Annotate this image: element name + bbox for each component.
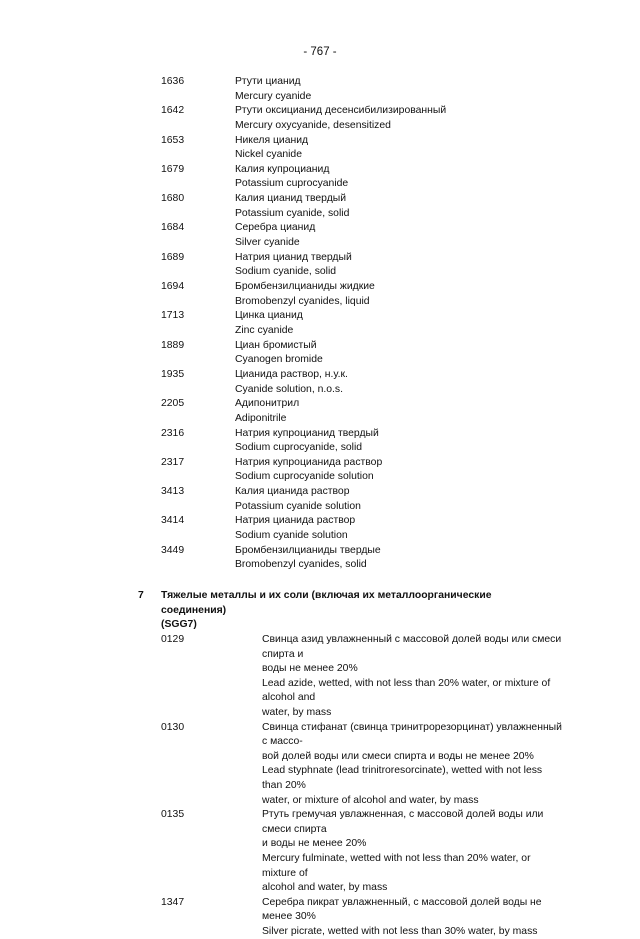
entry-text-line: Mercury fulminate, wetted with not less than 20% water, or mixture of: [262, 852, 531, 879]
list-item: [0, 192, 640, 221]
entry-text-line: alcohol and water, by mass: [262, 882, 388, 894]
un-code: 1680: [161, 193, 185, 205]
un-code: 2317: [161, 456, 185, 468]
entry-text-line: water, by mass: [262, 706, 332, 718]
entry-text-line: Ртуть гремучая увлажненная, с массовой долей воды или смеси спирта: [262, 809, 544, 835]
name-ru: Серебра цианид: [235, 222, 316, 234]
un-code: 1713: [161, 310, 185, 322]
list-item: [0, 544, 640, 573]
name-ru: Ртути оксицианид десенсибилизированный: [235, 105, 447, 117]
list-item: [0, 75, 640, 104]
name-ru: Адипонитрил: [235, 398, 300, 410]
un-code: 1889: [161, 339, 185, 351]
name-en: Bromobenzyl cyanides, liquid: [235, 295, 370, 307]
name-en: Nickel cyanide: [235, 149, 302, 161]
name-ru: Никеля цианид: [235, 134, 309, 146]
list-item: [0, 309, 640, 338]
name-en: Sodium cyanide, solid: [235, 266, 337, 278]
entry-text-line: Lead styphnate (lead trinitroresorcinate), wetted with not less than 20%: [262, 765, 543, 791]
name-en: Bromobenzyl cyanides, solid: [235, 559, 367, 571]
name-ru: Бромбензилцианиды жидкие: [235, 281, 375, 293]
un-code: 0129: [161, 634, 185, 645]
un-code: 3414: [161, 515, 185, 527]
name-ru: Калия купроцианид: [235, 163, 330, 175]
name-ru: Цианида раствор, н.у.к.: [235, 368, 348, 380]
name-en: Potassium cyanide solution: [235, 500, 361, 512]
entry-text-line: Свинца азид увлажненный с массовой долей воды или смеси спирта и: [262, 634, 562, 660]
cyanide-entries-list: [0, 75, 640, 573]
entry-text-line: и воды не менее 20%: [262, 838, 367, 850]
un-code: 1679: [161, 163, 185, 175]
entry-text-line: Silver picrate, wetted with not less than 30% water, by mass: [262, 925, 538, 937]
heavy-metal-entries-list: [0, 633, 640, 939]
name-en: Zinc cyanide: [235, 324, 294, 336]
un-code: 1653: [161, 134, 185, 146]
list-item: [0, 163, 640, 192]
list-item: [0, 633, 640, 721]
un-code: 2316: [161, 427, 185, 439]
name-en: Potassium cuprocyanide: [235, 178, 349, 190]
un-code: 1347: [161, 896, 185, 908]
name-en: Cyanide solution, n.o.s.: [235, 383, 344, 395]
list-item: [0, 134, 640, 163]
list-item: [0, 456, 640, 485]
name-ru: Калия цианида раствор: [235, 486, 350, 498]
name-en: Mercury cyanide: [235, 90, 312, 102]
section-title: Тяжелые металлы и их соли (включая их металлоорганические соединения): [161, 590, 492, 616]
list-item: [0, 104, 640, 133]
name-ru: Натрия цианида раствор: [235, 515, 356, 527]
list-item: [0, 221, 640, 250]
list-item: [0, 339, 640, 368]
name-ru: Бромбензилцианиды твердые: [235, 544, 381, 556]
name-en: Cyanogen bromide: [235, 354, 323, 366]
un-code: 0135: [161, 809, 185, 821]
list-item: [0, 485, 640, 514]
name-en: Silver cyanide: [235, 237, 300, 249]
list-item: [0, 251, 640, 280]
name-ru: Цинка цианид: [235, 310, 303, 322]
un-code: 0130: [161, 721, 185, 733]
name-en: Sodium cuprocyanide, solid: [235, 442, 363, 454]
name-en: Sodium cuprocyanide solution: [235, 471, 374, 483]
name-en: Potassium cyanide, solid: [235, 207, 350, 219]
entry-text-line: water, or mixture of alcohol and water, by mass: [262, 794, 479, 806]
section-number: 7: [138, 590, 144, 601]
name-ru: Циан бромистый: [235, 339, 317, 351]
list-item: [0, 368, 640, 397]
list-item: [0, 514, 640, 543]
un-code: 1642: [161, 105, 185, 117]
entry-text-line: воды не менее 20%: [262, 663, 358, 675]
un-code: 1694: [161, 281, 185, 293]
un-code: 1636: [161, 76, 185, 87]
page-number: - 767 -: [303, 46, 337, 58]
un-code: 1935: [161, 368, 185, 380]
name-ru: Калия цианид твердый: [235, 193, 347, 205]
entry-text-line: Lead azide, wetted, with not less than 20% water, or mixture of alcohol and: [262, 677, 551, 704]
entry-text-line: Свинца стифанат (свинца тринитрорезорцинат) увлажненный с массо-: [262, 721, 562, 748]
entry-text-line: Серебра пикрат увлажненный, с массовой долей воды не менее 30%: [262, 896, 542, 923]
un-code: 1684: [161, 222, 185, 234]
list-item: [0, 397, 640, 426]
section-title-code: (SGG7): [161, 619, 197, 631]
name-en: Adiponitrile: [235, 412, 287, 424]
un-code: 3449: [161, 544, 185, 556]
list-item: [0, 808, 640, 896]
un-code: 2205: [161, 398, 185, 410]
un-code: 1689: [161, 251, 185, 263]
name-en: Sodium cyanide solution: [235, 530, 348, 542]
list-item: [0, 896, 640, 939]
name-ru: Натрия цианид твердый: [235, 251, 352, 263]
un-code: 3413: [161, 486, 185, 498]
name-ru: Ртути цианид: [235, 76, 301, 87]
list-item: [0, 280, 640, 309]
list-item: [0, 427, 640, 456]
name-en: Mercury oxycyanide, desensitized: [235, 119, 391, 131]
name-ru: Натрия купроцианид твердый: [235, 427, 379, 439]
list-item: [0, 721, 640, 809]
name-ru: Натрия купроцианида раствор: [235, 456, 383, 468]
entry-text-line: вой долей воды или смеси спирта и воды не менее 20%: [262, 750, 534, 762]
